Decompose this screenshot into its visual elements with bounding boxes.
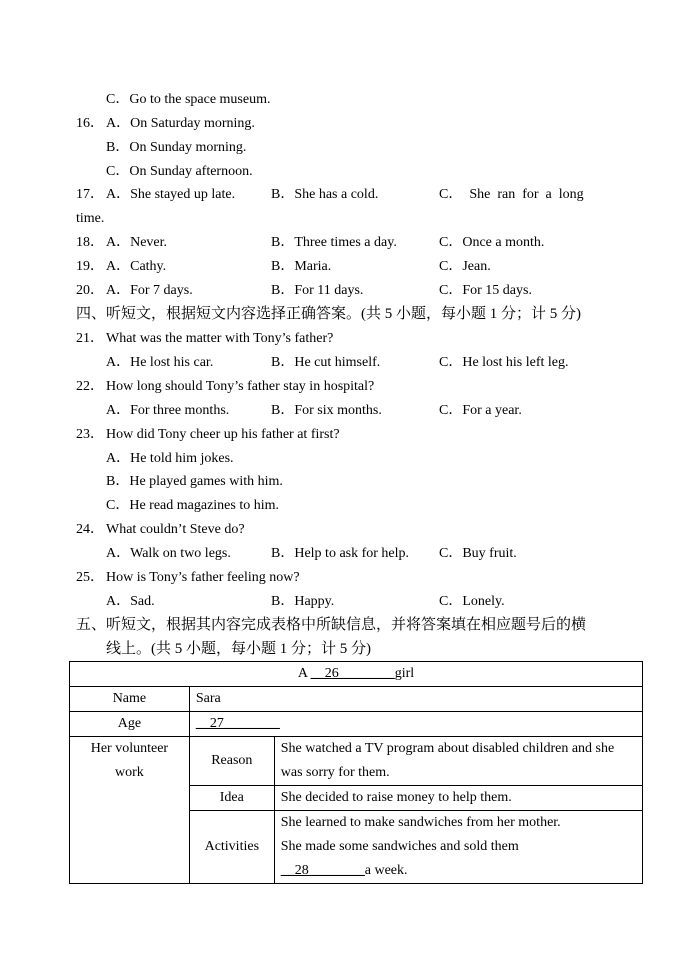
q19-number: 19． xyxy=(76,259,104,274)
name-value: Sara xyxy=(189,687,642,712)
q25-number: 25． xyxy=(76,570,104,585)
blank-27: __27________ xyxy=(195,716,280,731)
q23-option-c: C．He read magazines to him. xyxy=(106,498,280,513)
volunteer-work-label: Her volunteer work xyxy=(70,737,190,786)
q18-option-a: A．Never. xyxy=(106,235,168,250)
activities-row xyxy=(70,811,643,884)
activities-line-1: She learned to make sandwiches from her mother. xyxy=(280,815,561,830)
idea-value: She decided to raise money to help them. xyxy=(274,786,642,811)
q18-option-c: C．Once a month. xyxy=(439,235,545,250)
q23-option-a: A．He told him jokes. xyxy=(106,451,234,466)
activities-value xyxy=(274,811,642,884)
section-5-heading-line2: 线上。(共 5 小题，每小题 1 分；计 5 分) xyxy=(106,641,371,657)
q23-number: 23． xyxy=(76,427,104,442)
q18-option-b: B．Three times a day. xyxy=(271,235,397,250)
q21-option-b: B．He cut himself. xyxy=(271,355,381,370)
idea-row xyxy=(70,786,643,811)
q19-option-a: A．Cathy. xyxy=(106,259,167,274)
age-value-cell xyxy=(189,712,642,737)
q16-option-b: B．On Sunday morning. xyxy=(106,140,247,155)
q21-option-a: A．He lost his car. xyxy=(106,355,214,370)
q24-number: 24． xyxy=(76,522,104,537)
q19-option-b: B．Maria. xyxy=(271,259,332,274)
q21-question: What was the matter with Tony’s father? xyxy=(106,331,334,346)
reason-value: She watched a TV program about disabled children and she was sorry for them. xyxy=(274,737,642,786)
age-label: Age xyxy=(70,712,190,737)
q15-option-c: C．Go to the space museum. xyxy=(106,92,271,107)
q24-option-c: C．Buy fruit. xyxy=(439,546,517,561)
section-5-heading-line1: 五、听短文，根据其内容完成表格中所缺信息，并将答案填在相应题号后的横 xyxy=(76,617,587,633)
q21-option-c: C．He lost his left leg. xyxy=(439,355,569,370)
q20-option-a: A．For 7 days. xyxy=(106,283,193,298)
blank-28: __28________ xyxy=(280,863,365,878)
q22-option-a: A．For three months. xyxy=(106,403,230,418)
q20-option-b: B．For 11 days. xyxy=(271,283,364,298)
q24-question: What couldn’t Steve do? xyxy=(106,522,245,537)
name-row xyxy=(70,687,643,712)
q25-question: How is Tony’s father feeling now? xyxy=(106,570,300,585)
idea-label: Idea xyxy=(189,786,274,811)
q20-option-c: C．For 15 days. xyxy=(439,283,532,298)
q18-number: 18． xyxy=(76,235,104,250)
q25-option-c: C．Lonely. xyxy=(439,594,505,609)
q21-number: 21． xyxy=(76,331,104,346)
q25-option-a: A．Sad. xyxy=(106,594,155,609)
q16-number: 16． xyxy=(76,116,104,131)
table-header-row xyxy=(70,662,643,687)
q16-option-c: C．On Sunday afternoon. xyxy=(106,164,253,179)
q20-number: 20． xyxy=(76,283,104,298)
q24-option-b: B．Help to ask for help. xyxy=(271,546,410,561)
q24-option-a: A．Walk on two legs. xyxy=(106,546,231,561)
volunteer-blank-cell-2 xyxy=(70,811,190,884)
q19-option-c: C．Jean. xyxy=(439,259,491,274)
q16-option-a: A．On Saturday morning. xyxy=(106,116,255,131)
section-4-heading: 四、听短文，根据短文内容选择正确答案。(共 5 小题，每小题 1 分；计 5 分) xyxy=(76,306,581,322)
q25-option-b: B．Happy. xyxy=(271,594,335,609)
q17-option-a: A．She stayed up late. xyxy=(106,187,236,202)
info-table xyxy=(69,661,643,884)
header-suffix: girl xyxy=(394,666,415,681)
blank-26: __26________ xyxy=(310,666,395,681)
q17-option-c-cont: time. xyxy=(76,211,105,226)
q22-question: How long should Tony’s father stay in hospital? xyxy=(106,379,375,394)
q23-question: How did Tony cheer up his father at first? xyxy=(106,427,340,442)
activities-suffix: a week. xyxy=(364,863,408,878)
header-prefix: A xyxy=(297,666,311,681)
activities-line-2: She made some sandwiches and sold them xyxy=(280,839,519,854)
q23-option-b: B．He played games with him. xyxy=(106,474,283,489)
activities-line-3 xyxy=(281,859,636,883)
q22-option-b: B．For six months. xyxy=(271,403,382,418)
q17-option-b: B．She has a cold. xyxy=(271,187,379,202)
q17-option-c: C． She ran for a long xyxy=(439,187,584,202)
table-header-cell xyxy=(70,662,643,687)
q22-option-c: C．For a year. xyxy=(439,403,522,418)
age-row xyxy=(70,712,643,737)
q22-number: 22． xyxy=(76,379,104,394)
activities-label: Activities xyxy=(189,811,274,884)
volunteer-blank-cell xyxy=(70,786,190,811)
reason-row xyxy=(70,737,643,786)
q17-number: 17． xyxy=(76,187,104,202)
name-label: Name xyxy=(70,687,190,712)
reason-label: Reason xyxy=(189,737,274,786)
